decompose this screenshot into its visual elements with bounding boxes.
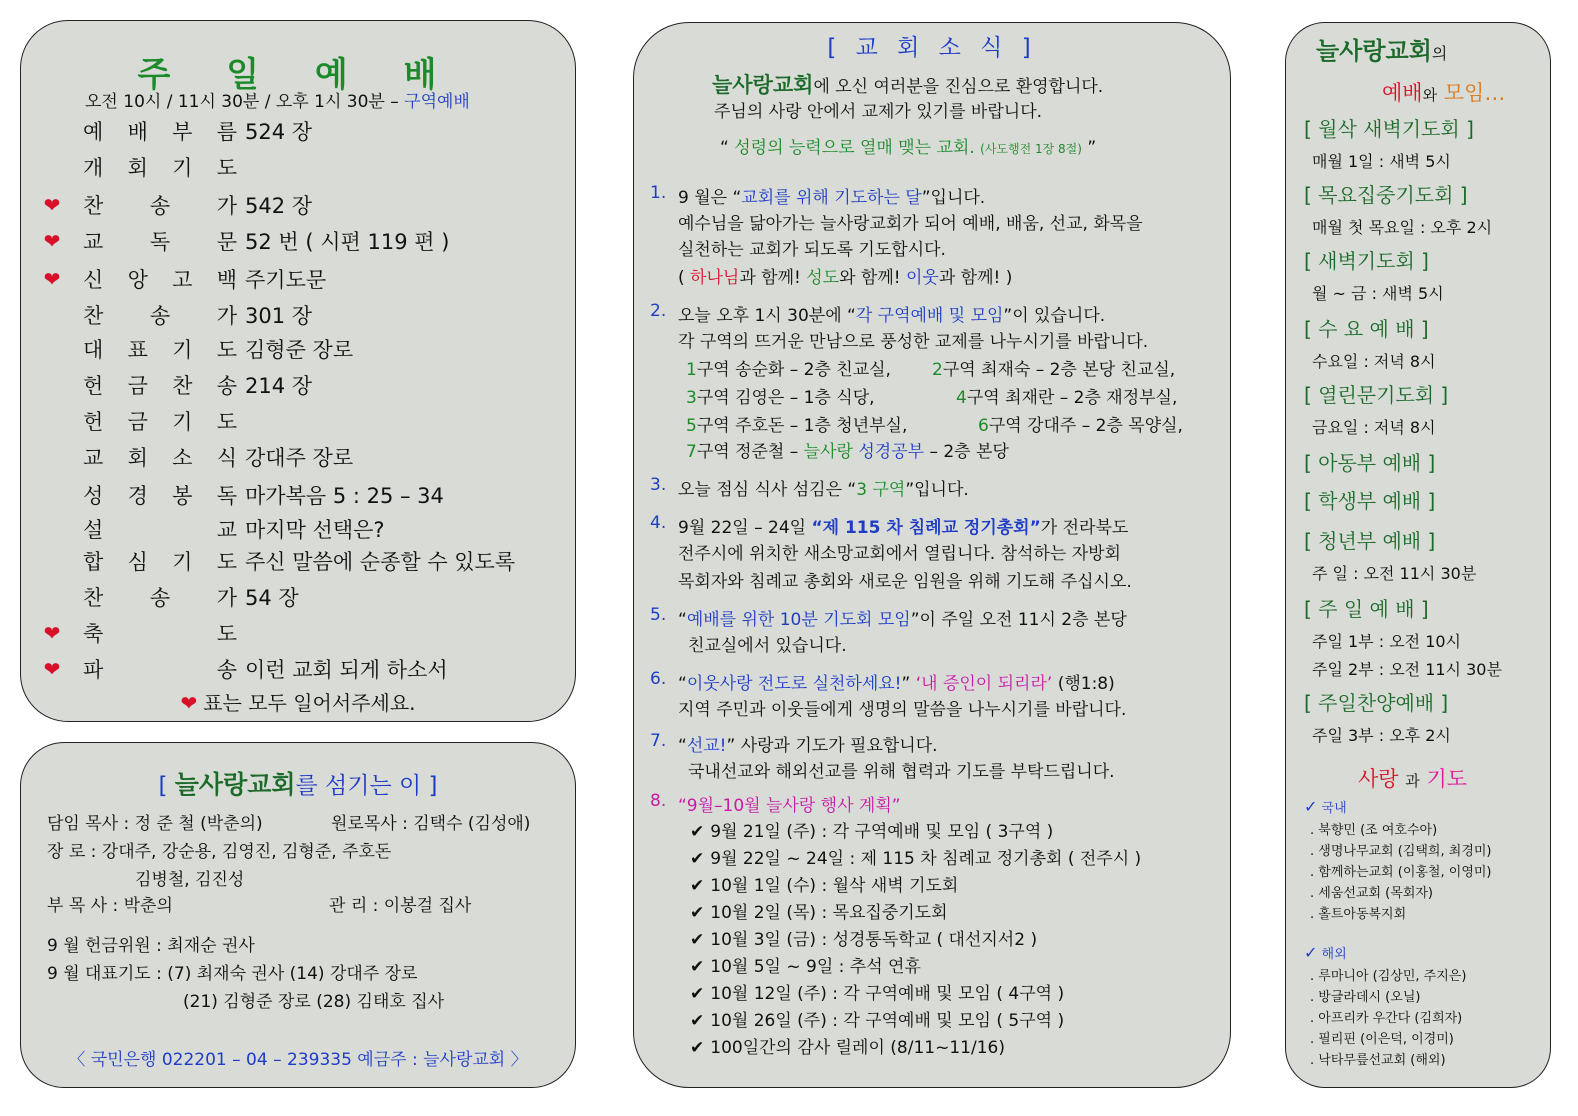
elders-line-2: 김병철, 김진성 (135, 870, 245, 890)
schedule-item: 수요일 : 저녁 8시 (1312, 352, 1436, 371)
group-text: 구역 송순화 – 2층 친교실, (696, 360, 891, 380)
church-news-panel (633, 22, 1231, 1088)
order-value: 54 장 (245, 586, 299, 610)
check-icon: ✔ (690, 1011, 705, 1031)
check-icon: ✔ (690, 984, 705, 1004)
news-item-6-line: 지역 주민과 이웃들에게 생명의 말씀을 나누시기를 바랍니다. (678, 700, 1127, 720)
mission-item: . 루마니아 (김상민, 주지은) (1310, 969, 1467, 984)
event-text: 10월 12일 (주) : 각 구역예배 및 모임 ( 4구역 ) (710, 984, 1065, 1004)
news-item-number: 3. (650, 475, 667, 495)
order-label: 예 배 부 름 (83, 120, 237, 144)
group-number: 5 (686, 416, 697, 436)
event-item (690, 1006, 1064, 1031)
schedule-section-title: [ 월삭 새벽기도회 ] (1304, 117, 1474, 141)
event-item (690, 844, 1141, 869)
worship-order-item (21, 439, 353, 475)
group-item (686, 383, 875, 408)
schedule-section-title: [ 열린문기도회 ] (1304, 383, 1449, 407)
mission-item: . 홀트아동복지회 (1310, 907, 1407, 922)
event-text: 10월 2일 (목) : 목요집중기도회 (710, 903, 948, 923)
worship-order-item (21, 261, 326, 297)
worship-order-item (21, 367, 312, 403)
schedule-section-title: [ 수 요 예 배 ] (1304, 317, 1429, 341)
order-value: 이런 교회 되게 하소서 (245, 658, 448, 682)
worship-times: 오전 10시 / 11시 30분 / 오후 1시 30분 – 구역예배 (85, 92, 470, 112)
news-item-3: 오늘 점심 식사 섬김은 “3 구역”입니다. (678, 480, 969, 500)
mission-item: . 북향민 (조 여호수아) (1310, 823, 1438, 838)
event-text: 10월 1일 (수) : 월삭 새벽 기도회 (710, 876, 959, 896)
event-item (690, 979, 1064, 1004)
mission-item: . 낙타무릎선교회 (해외) (1310, 1053, 1446, 1068)
order-value: 52 번 ( 시편 119 편 ) (245, 230, 450, 254)
group-text: 구역 최재란 – 2층 재정부실, (966, 388, 1178, 408)
mission-item: . 방글라데시 (오닐) (1310, 990, 1421, 1005)
worship-order-item (21, 543, 515, 579)
news-item-6: “이웃사랑 전도로 실천하세요!” ‘내 증인이 되리라’ (행1:8) (678, 674, 1115, 694)
group-text: 구역 강대주 – 2층 목양실, (988, 416, 1183, 436)
news-item-number: 4. (650, 513, 667, 533)
servants-panel (20, 742, 576, 1088)
group-text: 구역 김영은 – 1층 식당, (696, 388, 875, 408)
order-value: 214 장 (245, 374, 313, 398)
servants-title: [ 늘사랑교회를 섬기는 이 ] (158, 770, 438, 799)
schedule-section-title: [ 학생부 예배 ] (1304, 489, 1436, 513)
group-number: 4 (956, 388, 967, 408)
group-number: 2 (932, 360, 943, 380)
worship-order-item (21, 297, 312, 333)
offering-committee: 9 월 헌금위원 : 최재순 권사 (47, 936, 255, 956)
group-number: 3 (686, 388, 697, 408)
senior-pastor: 담임 목사 : 정 준 철 (박춘의) (47, 814, 263, 834)
welcome-line: 늘사랑교회에 오신 여러분을 진심으로 환영합니다. (712, 73, 1104, 97)
order-label: 찬 송 가 (83, 304, 237, 328)
order-value: 마지막 선택은? (245, 518, 385, 542)
news-item-4: 9월 22일 – 24일 “제 115 차 침례교 정기총회”가 전라북도 (678, 518, 1129, 538)
news-item-number: 5. (650, 605, 667, 625)
domestic-label: ✓ 국내 (1304, 797, 1347, 816)
manager: 관 리 : 이봉걸 집사 (329, 896, 472, 916)
associate-pastor: 부 목 사 : 박춘의 (47, 896, 173, 916)
order-value: 주기도문 (245, 268, 327, 292)
worship-order-item (21, 403, 245, 439)
news-item-5: “예배를 위한 10분 기도회 모임”이 주일 오전 11시 2층 본당 (678, 610, 1127, 630)
worship-order-item (21, 511, 385, 547)
bank-account: 〈 국민은행 022201 – 04 – 239335 예금주 : 늘사랑교회 〉 (68, 1050, 528, 1070)
news-item-number: 8. (650, 791, 667, 811)
group-number: 1 (686, 360, 697, 380)
worship-title: 주 일 예 배 (137, 55, 459, 95)
heart-icon: ❤ (43, 193, 61, 217)
representative-prayer-2: (21) 김형준 장로 (28) 김태호 집사 (183, 992, 445, 1012)
event-text: 9월 21일 (주) : 각 구역예배 및 모임 ( 3구역 ) (710, 822, 1054, 842)
worship-order-item (21, 149, 245, 185)
check-icon: ✓ (1304, 943, 1318, 962)
check-icon: ✓ (1304, 797, 1318, 816)
group-item (956, 383, 1177, 408)
elders-line: 장 로 : 강대주, 강순용, 김영진, 김형준, 주호돈 (47, 842, 392, 862)
event-text: 10월 26일 (주) : 각 구역예배 및 모임 ( 5구역 ) (710, 1011, 1065, 1031)
mission-item: . 필리핀 (이은덕, 이경미) (1310, 1032, 1454, 1047)
heart-icon: ❤ (43, 229, 61, 253)
news-item-7: “선교!” 사랑과 기도가 필요합니다. (678, 736, 938, 756)
news-item-1: 9 월은 “교회를 위해 기도하는 달”입니다. (678, 188, 986, 208)
order-label: 헌 금 기 도 (83, 410, 237, 434)
schedule-item: 주일 1부 : 오전 10시 (1312, 632, 1462, 651)
church-motto: “ 성령의 능력으로 열매 맺는 교회. (사도행전 1장 8절) ” (720, 138, 1097, 158)
order-label: 성 경 봉 독 (83, 484, 237, 508)
check-icon: ✔ (690, 876, 705, 896)
worship-order-item (21, 615, 245, 651)
order-label: 설 교 (83, 518, 237, 542)
schedule-section-title: [ 목요집중기도회 ] (1304, 183, 1468, 207)
order-label: 축 도 (83, 622, 237, 646)
event-item (690, 952, 921, 977)
group-item (932, 355, 1175, 380)
event-item (690, 1033, 1005, 1058)
order-label: 교 회 소 식 (83, 446, 237, 470)
news-item-5-line: 친교실에서 있습니다. (688, 636, 847, 656)
check-icon: ✔ (690, 849, 705, 869)
order-label: 찬 송 가 (83, 194, 237, 218)
news-item-1-slogan: ( 하나님과 함께! 성도와 함께! 이웃과 함께! ) (678, 268, 1013, 288)
mission-item: . 생명나무교회 (김택희, 최경미) (1310, 844, 1492, 859)
welcome-line-2: 주님의 사랑 안에서 교제가 있기를 바랍니다. (714, 102, 1043, 122)
check-icon: ✔ (690, 957, 705, 977)
event-item (690, 871, 958, 896)
worship-order-item (21, 187, 312, 223)
heart-icon: ❤ (43, 657, 61, 681)
order-label: 개 회 기 도 (83, 156, 237, 180)
order-label: 대 표 기 도 (83, 338, 237, 362)
group-text: 구역 주호돈 – 1층 청년부실, (696, 416, 908, 436)
worship-order-item (21, 331, 353, 367)
order-label: 신 앙 고 백 (83, 268, 237, 292)
news-item-4-line: 전주시에 위치한 새소망교회에서 열립니다. 참석하는 자방회 (678, 544, 1121, 564)
schedule-item: 주일 2부 : 오전 11시 30분 (1312, 660, 1502, 679)
news-item-2-line: 각 구역의 뜨거운 만남으로 풍성한 교제를 나누시기를 바랍니다. (678, 332, 1149, 352)
group-item (686, 411, 907, 436)
schedule-section-title: [ 청년부 예배 ] (1304, 529, 1436, 553)
group-text: 구역 최재숙 – 2층 본당 친교실, (942, 360, 1176, 380)
event-item (690, 898, 948, 923)
group-item: 7구역 정준철 – 늘사랑 성경공부 – 2층 본당 (686, 442, 1009, 462)
order-value: 542 장 (245, 194, 313, 218)
worship-order-item (21, 651, 448, 687)
order-value: 김형준 장로 (245, 338, 354, 362)
schedule-item: 주일 3부 : 오후 2시 (1312, 726, 1451, 745)
order-value: 524 장 (245, 120, 313, 144)
worship-order-item (21, 223, 449, 259)
representative-prayer: 9 월 대표기도 : (7) 최재숙 권사 (14) 강대주 장로 (47, 964, 418, 984)
news-item-4-line: 목회자와 침례교 총회와 새로운 임원을 위해 기도해 주십시오. (678, 572, 1132, 592)
order-label: 찬 송 가 (83, 586, 237, 610)
group-item (978, 411, 1183, 436)
mission-item: . 아프리카 우간다 (김희자) (1310, 1011, 1463, 1026)
worship-order-item (21, 113, 312, 149)
check-icon: ✔ (690, 930, 705, 950)
worship-order-item (21, 579, 299, 615)
schedule-item: 주 일 : 오전 11시 30분 (1312, 564, 1477, 583)
event-text: 10월 3일 (금) : 성경통독학교 ( 대선지서2 ) (710, 930, 1038, 950)
worship-order-item (21, 477, 444, 513)
schedule-section-title: [ 주일찬양예배 ] (1304, 691, 1449, 715)
news-item-number: 6. (650, 669, 667, 689)
mission-item: . 세움선교회 (목회자) (1310, 886, 1434, 901)
event-text: 9월 22일 ~ 24일 : 제 115 차 침례교 정기총회 ( 전주시 ) (710, 849, 1142, 869)
check-icon: ✔ (690, 903, 705, 923)
order-label: 헌 금 찬 송 (83, 374, 237, 398)
order-value: 강대주 장로 (245, 446, 354, 470)
schedule-panel (1285, 22, 1551, 1088)
news-item-1-line: 실천하는 교회가 되도록 기도합시다. (678, 240, 946, 260)
schedule-section-title: [ 주 일 예 배 ] (1304, 597, 1429, 621)
event-text: 100일간의 감사 릴레이 (8/11~11/16) (710, 1038, 1005, 1058)
order-label: 교 독 문 (83, 230, 237, 254)
news-title: [ 교 회 소 식 ] (827, 35, 1037, 61)
order-label: 합 심 기 도 (83, 550, 237, 574)
order-value: 주신 말씀에 순종할 수 있도록 (245, 550, 516, 574)
heart-icon: ❤ (180, 691, 198, 715)
event-item (690, 925, 1037, 950)
schedule-item: 매월 첫 목요일 : 오후 2시 (1312, 218, 1493, 237)
order-label: 파 송 (83, 658, 237, 682)
news-item-number: 1. (650, 183, 667, 203)
worship-order-panel (20, 20, 576, 722)
schedule-subtitle: 예배와 모임… (1382, 81, 1506, 105)
schedule-church-name: 늘사랑교회의 (1316, 37, 1448, 65)
mission-item: . 함께하는교회 (이홍철, 이영미) (1310, 865, 1492, 880)
news-item-7-line: 국내선교와 해외선교를 위해 협력과 기도를 부탁드립니다. (688, 762, 1115, 782)
schedule-section-title: [ 새벽기도회 ] (1304, 249, 1429, 273)
overseas-label: ✓ 해외 (1304, 943, 1347, 962)
group-number: 6 (978, 416, 989, 436)
news-item-number: 2. (650, 301, 667, 321)
heart-icon: ❤ (43, 621, 61, 645)
emeritus-pastor: 원로목사 : 김택수 (김성애) (331, 814, 531, 834)
check-icon: ✔ (690, 822, 705, 842)
schedule-item: 월 ~ 금 : 새벽 5시 (1312, 284, 1444, 303)
heart-icon: ❤ (43, 267, 61, 291)
news-item-number: 7. (650, 731, 667, 751)
love-and-prayer-title: 사랑 과 기도 (1358, 767, 1468, 791)
news-item-8-title: “9월–10월 늘사랑 행사 계획” (678, 796, 901, 816)
group-item (686, 355, 891, 380)
schedule-item: 매월 1일 : 새벽 5시 (1312, 152, 1451, 171)
worship-note: ❤ 표는 모두 일어서주세요. (180, 691, 416, 715)
news-item-2: 오늘 오후 1시 30분에 “각 구역예배 및 모임”이 있습니다. (678, 306, 1106, 326)
order-value: 301 장 (245, 304, 313, 328)
event-text: 10월 5일 ~ 9일 : 추석 연휴 (710, 957, 921, 977)
order-value: 마가복음 5 : 25 – 34 (245, 484, 444, 508)
check-icon: ✔ (690, 1038, 705, 1058)
schedule-section-title: [ 아동부 예배 ] (1304, 451, 1436, 475)
news-item-1-line: 예수님을 닮아가는 늘사랑교회가 되어 예배, 배움, 선교, 화목을 (678, 214, 1143, 234)
schedule-item: 금요일 : 저녁 8시 (1312, 418, 1436, 437)
event-item (690, 817, 1053, 842)
